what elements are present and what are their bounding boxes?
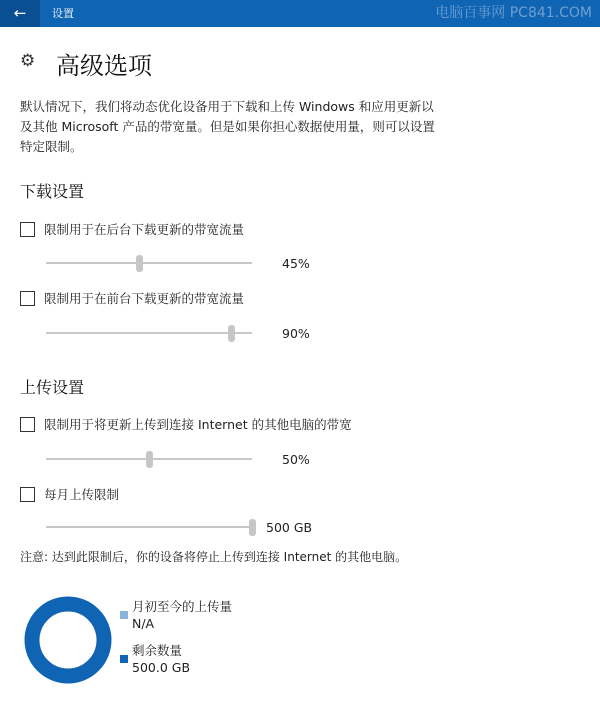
download-heading: 下载设置 <box>20 182 85 201</box>
checkbox-box[interactable] <box>20 417 35 432</box>
legend-label: 月初至今的上传量 <box>132 599 233 614</box>
legend-uploaded <box>120 598 232 632</box>
slider-thumb[interactable] <box>146 451 153 468</box>
upload-bandwidth-checkbox[interactable] <box>20 415 352 433</box>
slider-thumb[interactable] <box>228 325 235 342</box>
arrow-left-icon: ← <box>13 4 27 22</box>
usage-donut <box>22 594 114 686</box>
checkbox-box[interactable] <box>20 291 35 306</box>
slider-thumb[interactable] <box>249 519 256 536</box>
back-button[interactable] <box>0 0 40 27</box>
legend-label: 剩余数量 <box>132 643 183 658</box>
legend-value: N/A <box>132 616 155 631</box>
monthly-limit-checkbox[interactable] <box>20 485 119 503</box>
upload-bandwidth-value: 50% <box>282 452 310 467</box>
foreground-limit-checkbox[interactable] <box>20 289 244 307</box>
upload-note: 注意: 达到此限制后，你的设备将停止上传到连接 Internet 的其他电脑。 <box>20 550 408 564</box>
monthly-limit-slider[interactable] <box>46 519 252 535</box>
checkbox-label: 限制用于将更新上传到连接 Internet 的其他电脑的带宽 <box>44 417 352 432</box>
checkbox-label: 限制用于在后台下载更新的带宽流量 <box>44 222 245 237</box>
legend-value: 500.0 GB <box>132 660 191 675</box>
legend-swatch <box>120 655 128 663</box>
legend-swatch <box>120 611 128 619</box>
intro-text: 默认情况下，我们将动态优化设备用于下载和上传 Windows 和应用更新以及其他 Microsoft 产品的带宽量。但是如果你担心数据使用量，则可以设置特定限制。 <box>20 99 435 154</box>
checkbox-box[interactable] <box>20 222 35 237</box>
background-value: 45% <box>282 256 310 271</box>
checkbox-box[interactable] <box>20 487 35 502</box>
foreground-value: 90% <box>282 326 310 341</box>
app-title: 设置 <box>52 7 74 20</box>
gear-icon: ⚙ <box>20 51 36 71</box>
foreground-slider[interactable] <box>46 325 252 341</box>
background-limit-checkbox[interactable] <box>20 220 244 238</box>
checkbox-label: 限制用于在前台下载更新的带宽流量 <box>44 291 245 306</box>
page-title: 高级选项 <box>56 52 152 80</box>
upload-bandwidth-slider[interactable] <box>46 451 252 467</box>
slider-thumb[interactable] <box>136 255 143 272</box>
background-slider[interactable] <box>46 255 252 271</box>
legend-remaining <box>120 642 190 676</box>
monthly-limit-value: 500 GB <box>266 520 313 535</box>
upload-heading: 上传设置 <box>20 378 85 397</box>
checkbox-label: 每月上传限制 <box>44 487 120 502</box>
watermark: 电脑百事网 PC841.COM <box>435 5 592 21</box>
donut-remaining-segment <box>32 604 104 676</box>
